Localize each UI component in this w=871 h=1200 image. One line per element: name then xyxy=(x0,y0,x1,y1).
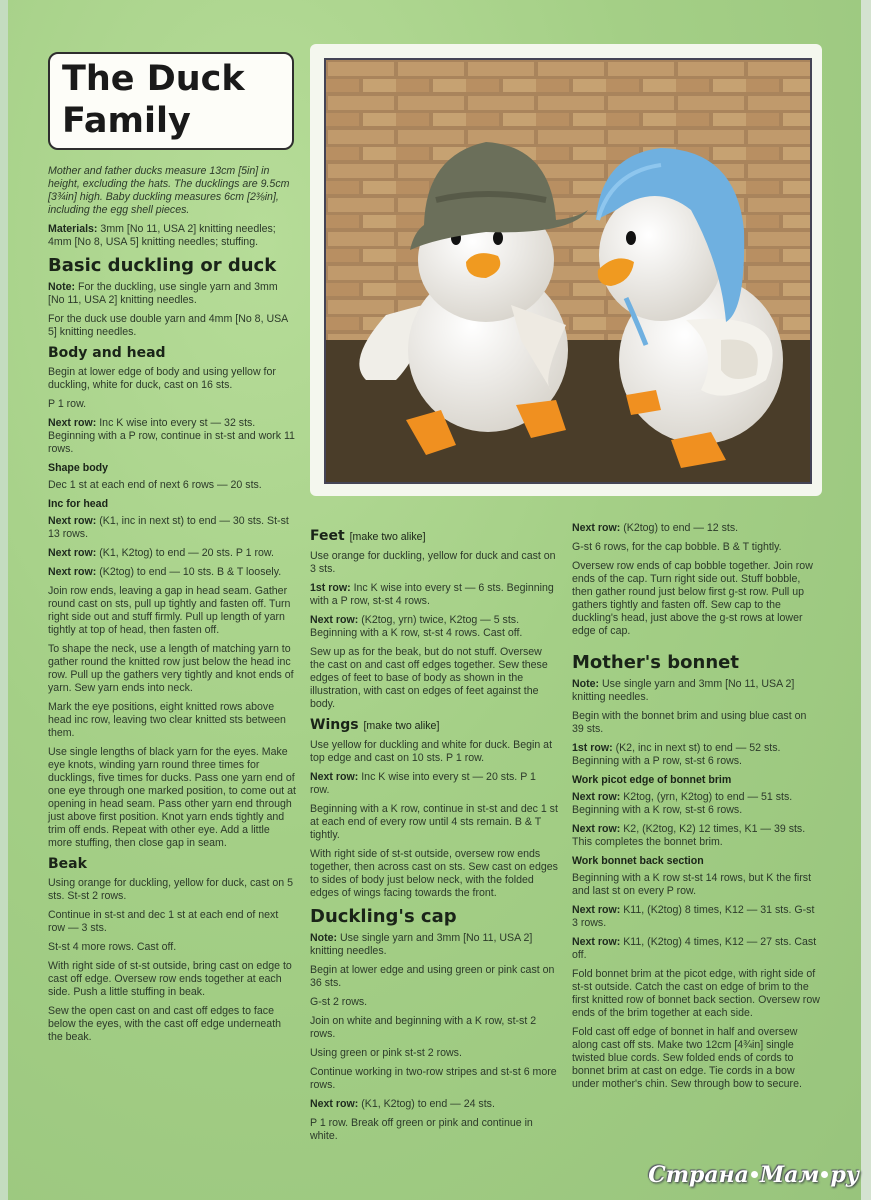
body-p1: Begin at lower edge of body and using yellow for duckling, white for duck, cast on 16 sts. xyxy=(48,366,276,391)
inc-next-row-3: Next row: (K2tog) to end — 10 sts. B & T loosely. xyxy=(48,566,282,578)
cap-next-row-2: Next row: (K2tog) to end — 12 sts. xyxy=(572,522,739,534)
cap-p5: Continue working in two-row stripes and st-st 6 more rows. xyxy=(310,1066,557,1091)
bonnet-heading: Mother's bonnet xyxy=(572,652,739,673)
cap-next-row-1: Next row: (K1, K2tog) to end — 24 sts. xyxy=(310,1098,495,1110)
intro-text: Mother and father ducks measure 13cm [5in] in height, excluding the hats. The ducklings are 9.5cm [3¾in] high. Baby duckling measures 6cm [2⅜in], including the egg shell pieces. xyxy=(48,165,290,216)
beak-heading: Beak xyxy=(48,856,87,872)
bonnet-next-row-4: Next row: K11, (K2tog) 4 times, K12 — 27 sts. Cast off. xyxy=(572,936,817,961)
beak-p1: Using orange for duckling, yellow for duck, cast on 5 sts. St-st 2 rows. xyxy=(48,877,293,902)
cap-p6: P 1 row. Break off green or pink and continue in white. xyxy=(310,1117,533,1142)
beak-p3: St-st 4 more rows. Cast off. xyxy=(48,941,177,953)
column-3 xyxy=(572,522,820,1097)
feet-p2: Sew up as for the beak, but do not stuff. Oversew the cast on and cast off edges together. Sew these edges of feet to base of body as shown in the illustration, with cast on edges of feet against the body. xyxy=(310,646,548,710)
duck-illustration xyxy=(326,60,810,482)
feet-row-1: 1st row: Inc K wise into every st — 6 sts. Beginning with a P row, st-st 4 rows. xyxy=(310,582,554,607)
basic-note: Note: For the duckling, use single yarn and 3mm [No 11, USA 2] knitting needles. xyxy=(48,281,278,306)
cap-p4: Using green or pink st-st 2 rows. xyxy=(310,1047,462,1059)
neck-text: To shape the neck, use a length of matching yarn to gather round the knitted row just below the head inc row. Pull up the gathers very tightly and knot ends of yarn. Sew yarn ends into neck. xyxy=(48,643,294,694)
inc-head-heading: Inc for head xyxy=(48,498,109,510)
eye-text: Mark the eye positions, eight knitted rows above head inc row, leaving two clear knitted sts between them. xyxy=(48,701,286,739)
feet-heading: Feet [make two alike] xyxy=(310,528,426,544)
bonnet-p3: Fold bonnet brim at the picot edge, with right side of st-st outside. Catch the cast on edge of brim to the first knitted row of bonnet back section. Oversew row ends of the brim together at each side. xyxy=(572,968,820,1019)
bonnet-next-row-1: Next row: K2tog, (yrn, K2tog) to end — 51 sts. Beginning with a K row, st-st 6 rows. xyxy=(572,791,793,816)
basic-heading: Basic duckling or duck xyxy=(48,255,277,276)
bonnet-p1: Begin with the bonnet brim and using blue cast on 39 sts. xyxy=(572,710,807,735)
cap-p3: Join on white and beginning with a K row, st-st 2 rows. xyxy=(310,1015,537,1040)
back-section-heading: Work bonnet back section xyxy=(572,855,704,867)
page-title: The Duck Family xyxy=(62,59,245,141)
cap-p7: G-st 6 rows, for the cap bobble. B & T tightly. xyxy=(572,541,782,553)
picot-heading: Work picot edge of bonnet brim xyxy=(572,774,732,786)
bonnet-row-1: 1st row: (K2, inc in next st) to end — 52 sts. Beginning with a P row, st-st 6 rows. xyxy=(572,742,781,767)
title-box xyxy=(48,52,294,150)
cap-p2: G-st 2 rows. xyxy=(310,996,368,1008)
watermark-dot xyxy=(821,1171,828,1178)
column-2 xyxy=(310,522,558,1149)
bonnet-p2: Beginning with a K row st-st 14 rows, but K the first and last st on every P row. xyxy=(572,872,812,897)
wings-p2: Beginning with a K row, continue in st-st and dec 1 st at each end of every row until 4 sts remain. B & T tightly. xyxy=(310,803,558,841)
inc-next-row-2: Next row: (K1, K2tog) to end — 20 sts. P 1 row. xyxy=(48,547,274,559)
materials: Materials: 3mm [No 11, USA 2] knitting needles; 4mm [No 8, USA 5] knitting needles; stuffing. xyxy=(48,223,276,248)
duck-photo xyxy=(324,58,812,484)
shape-body-text: Dec 1 st at each end of next 6 rows — 20 sts. xyxy=(48,479,262,491)
wings-p3: With right side of st-st outside, oversew row ends together, then across cast on sts. Sew cast on edges to sides of body just below neck, with the folded edges of wings facing towards the front. xyxy=(310,848,558,899)
cap-p8: Oversew row ends of cap bobble together. Join row ends of the cap. Turn right side out. Stuff bobble, then gather round just below first g-st row. Pull up gathers tightly and fasten off. Sew cap to the duckling's head, just above the g-st rows at lower edge of cap. xyxy=(572,560,813,637)
wings-p1: Use yellow for duckling and white for duck. Begin at top edge and cast on 10 sts. P 1 row. xyxy=(310,739,553,764)
body-head-heading: Body and head xyxy=(48,345,166,361)
join-text: Join row ends, leaving a gap in head seam. Gather round cast on sts, pull up tightly and fasten off. Turn right side out and stuff firmly. Pull up length of yarn tightly at top of head, then fasten off. xyxy=(48,585,291,636)
cap-p1: Begin at lower edge and using green or pink cast on 36 sts. xyxy=(310,964,555,989)
cap-heading: Duckling's cap xyxy=(310,906,457,927)
beak-p4: With right side of st-st outside, bring cast on edge to cast off edge. Oversew row ends together at each side. Push a little stuffing in beak. xyxy=(48,960,292,998)
beak-p5: Sew the open cast on and cast off edges to face below the eyes, with the cast off edge underneath the beak. xyxy=(48,1005,282,1043)
beak-p2: Continue in st-st and dec 1 st at each end of next row — 3 sts. xyxy=(48,909,279,934)
left-page-edge xyxy=(0,0,8,1200)
feet-p1: Use orange for duckling, yellow for duck and cast on 3 sts. xyxy=(310,550,556,575)
photo-frame xyxy=(310,44,822,496)
wings-heading: Wings [make two alike] xyxy=(310,717,440,733)
wings-next-row: Next row: Inc K wise into every st — 20 sts. P 1 row. xyxy=(310,771,536,796)
watermark-dot xyxy=(751,1171,758,1178)
site-watermark: Страна Мам ру xyxy=(648,1162,859,1188)
shape-body-heading: Shape body xyxy=(48,462,109,474)
inc-next-row-1: Next row: (K1, inc in next st) to end — 30 sts. St-st 13 rows. xyxy=(48,515,289,540)
basic-note-2: For the duck use double yarn and 4mm [No 8, USA 5] knitting needles. xyxy=(48,313,288,338)
black-yarn-text: Use single lengths of black yarn for the eyes. Make eye knots, winding yarn round three times for ducklings, five times for ducks. Pass one yarn end of one eye through one marked position, to come out at opening in head seam. Pass other yarn end through just above first position. Knot yarn ends tightly and trim off ends. Repeat with other eye. Add a little more stuffing, then close gap in seam. xyxy=(48,746,296,849)
feet-next-row: Next row: (K2tog, yrn) twice, K2tog — 5 sts. Beginning with a K row, st-st 4 rows. Cast off. xyxy=(310,614,523,639)
bonnet-next-row-3: Next row: K11, (K2tog) 8 times, K12 — 31 sts. G-st 3 rows. xyxy=(572,904,815,929)
body-p2: P 1 row. xyxy=(48,398,87,410)
column-1 xyxy=(48,165,296,1050)
bonnet-next-row-2: Next row: K2, (K2tog, K2) 12 times, K1 — 39 sts. This completes the bonnet brim. xyxy=(572,823,806,848)
bonnet-note: Note: Use single yarn and 3mm [No 11, USA 2] knitting needles. xyxy=(572,678,795,703)
cap-note: Note: Use single yarn and 3mm [No 11, USA 2] knitting needles. xyxy=(310,932,533,957)
bonnet-p4: Fold cast off edge of bonnet in half and oversew along cast off sts. Make two 12cm [4¾in] single twisted blue cords. Sew folded ends of cords to bonnet brim at cast on edge. Tie cords in a bow under mother's chin. Sew through bow to secure. xyxy=(572,1026,802,1090)
body-next-row: Next row: Inc K wise into every st — 32 sts. Beginning with a P row, continue in st-st and work 11 rows. xyxy=(48,417,295,455)
right-page-edge xyxy=(861,0,871,1200)
